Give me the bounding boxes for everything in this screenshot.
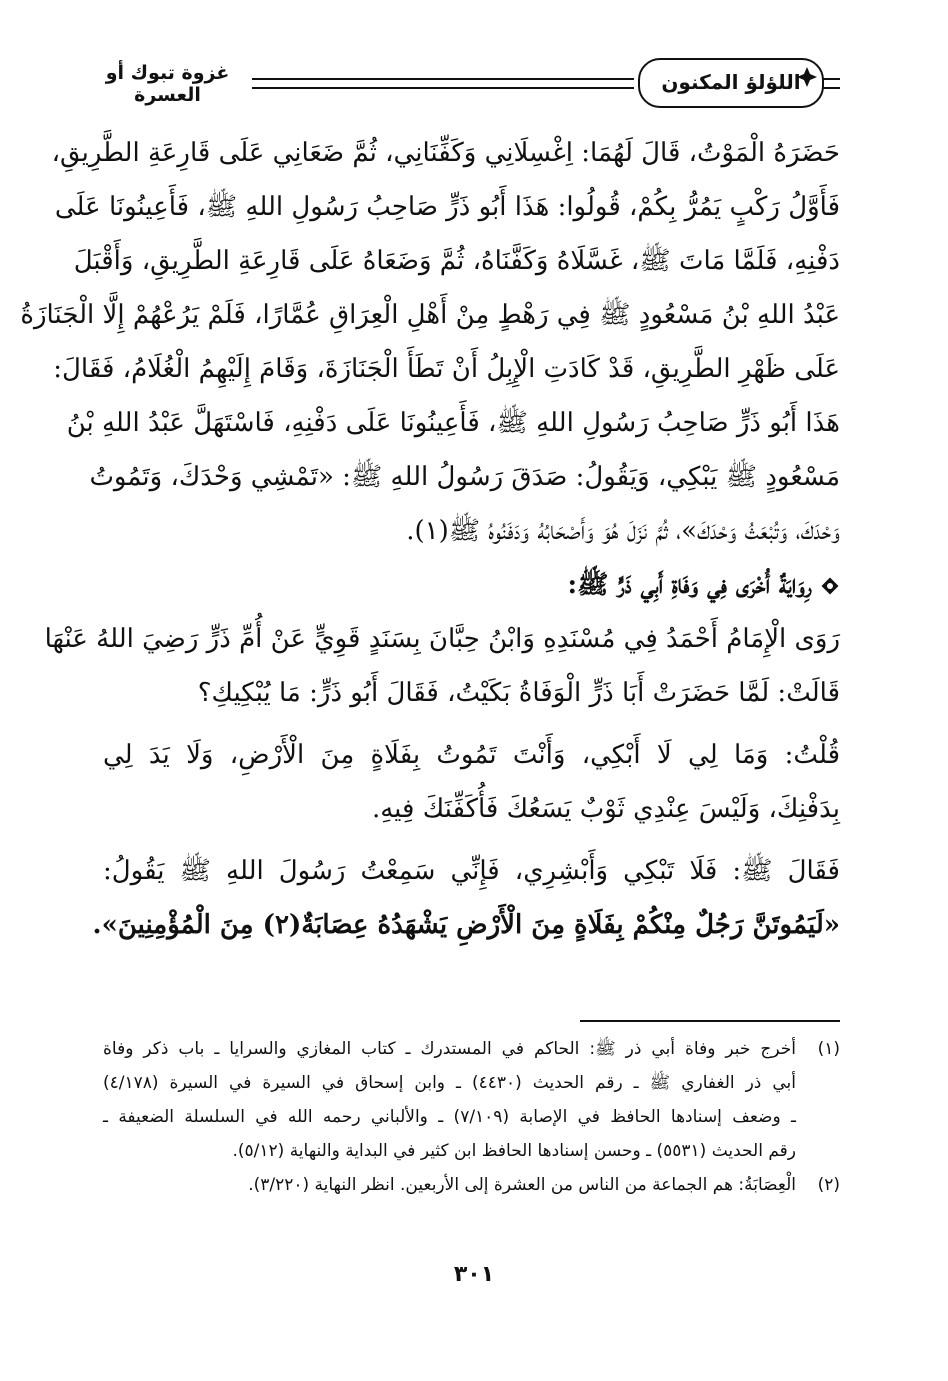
text-line: بِدَفْنِكَ، وَلَيْسَ عِنْدِي ثَوْبٌ يَسَعُكَ فَأُكَفِّنَكَ فِيهِ. xyxy=(371,794,840,824)
footnote-number: (٢) xyxy=(817,1175,840,1195)
text-line: دَفْنِهِ، فَلَمَّا مَاتَ ﷺ، غَسَّلَاهُ وَكَفَّنَاهُ، ثُمَّ وَضَعَاهُ عَلَى قَارِعَةِ الطَّرِيقِ، وَأَقْبَلَ xyxy=(73,246,840,276)
footnotes xyxy=(103,1032,840,1202)
text-line: هَذَا أَبُو ذَرٍّ صَاحِبُ رَسُولِ اللهِ ﷺ، فَأَعِينُونَا عَلَى دَفْنِهِ، فَاسْتَهَلَّ عَبْدُ اللهِ بْنُ xyxy=(66,408,840,438)
footnote-1-line: أبي ذر الغفاري ﷺ ـ رقم الحديث (٤٤٣٠) ـ وابن إسحاق في السيرة في السيرة (٤/١٧٨) xyxy=(103,1073,797,1093)
page-number: ٣٠١ xyxy=(453,1262,495,1287)
text-line: فَقَالَ ﷺ: فَلَا تَبْكِي وَأَبْشِرِي، فَإِنِّي سَمِعْتُ رَسُولَ اللهِ ﷺ يَقُولُ: xyxy=(103,856,840,886)
footnote-text: الْعِصَابَةُ: هم الجماعة من الناس من العشرة إلى الأربعين. انظر النهاية (٣/٢٢٠). xyxy=(248,1175,796,1195)
text-line: قَالَتْ: لَمَّا حَضَرَتْ أَبَا ذَرٍّ الْوَفَاةُ بَكَيْتُ، فَقَالَ أَبُو ذَرٍّ: مَا يُبْكِيكِ؟ xyxy=(197,678,840,708)
text-line: وَحْدَكَ، وَتُبْعَثُ وَحْدَكَ»، ثُمَّ نَزَلَ هُوَ وَأَصْحَابُهُ وَدَفَنُوهُ ﷺ(١). xyxy=(406,516,840,546)
book-title: اللؤلؤ المكنون xyxy=(638,58,824,108)
footnote-text: أخرج خبر وفاة أبي ذر ﷺ: الحاكم في المستدرك ـ كتاب المغازي والسرايا ـ باب ذكر وفاة xyxy=(103,1039,796,1059)
text-line: عَلَى ظَهْرِ الطَّرِيقِ، قَدْ كَادَتِ الْإِبِلُ أَنْ تَطَأَ الْجَنَازَةَ، وَقَامَ إِلَيْهِمُ الْغُلَامُ، فَقَالَ: xyxy=(53,354,840,384)
chapter-title: غزوة تبوك أو العسرة xyxy=(105,62,230,106)
text-line: رَوَى الْإِمَامُ أَحْمَدُ فِي مُسْنَدِهِ وَابْنُ حِبَّانَ بِسَنَدٍ قَوِيٍّ عَنْ أُمِّ ذَرٍّ رَضِيَ اللهُ عَنْهَا xyxy=(44,624,840,654)
section-heading xyxy=(103,558,840,612)
flower-bullet-icon xyxy=(820,576,840,596)
ornament-icon xyxy=(796,66,818,88)
hadith-quote: «لَيَمُوتَنَّ رَجُلٌ مِنْكُمْ بِفَلَاةٍ مِنَ الْأَرْضِ يَشْهَدُهُ عِصَابَةٌ(٢) مِنَ الْمُؤْمِنِينَ». xyxy=(92,910,840,940)
footnote-1-line xyxy=(103,1032,840,1066)
header-rule xyxy=(252,78,634,89)
running-header xyxy=(80,58,840,118)
footnote-rule xyxy=(580,1020,840,1022)
text-line: مَسْعُودٍ ﷺ يَبْكِي، وَيَقُولُ: صَدَقَ رَسُولُ اللهِ ﷺ: «تَمْشِي وَحْدَكَ، وَتَمُوتُ xyxy=(89,462,840,492)
footnote-1-line: رقم الحديث (٥٥٣١) ـ وحسن إسنادها الحافظ ابن كثير في البداية والنهاية (٥/١٢). xyxy=(232,1141,796,1161)
main-text xyxy=(20,126,840,952)
header-rule xyxy=(822,78,840,89)
text-line: فَأَوَّلُ رَكْبٍ يَمُرُّ بِكُمْ، قُولُوا: هَذَا أَبُو ذَرٍّ صَاحِبُ رَسُولِ اللهِ ﷺ، فَأَعِينُونَا عَلَى xyxy=(54,192,840,222)
text-line: عَبْدُ اللهِ بْنُ مَسْعُودٍ ﷺ فِي رَهْطٍ مِنْ أَهْلِ الْعِرَاقِ عُمَّارًا، فَلَمْ يَرُعْهُمْ إِلَّا الْجَنَازَةُ xyxy=(20,300,840,330)
footnote-number: (١) xyxy=(817,1039,840,1059)
text-line: قُلْتُ: وَمَا لِي لَا أَبْكِي، وَأَنْتَ تَمُوتُ بِفَلَاةٍ مِنَ الْأَرْضِ، وَلَا يَدَ لِي xyxy=(103,740,840,770)
footnote-2-line xyxy=(103,1168,840,1202)
section-heading-text: رِوَايَةٌ أُخْرَى فِي وَفَاةِ أَبِي ذَرٍّ ﷺ: xyxy=(567,570,812,600)
text-line: حَضَرَهُ الْمَوْتُ، قَالَ لَهُمَا: اِغْسِلَانِي وَكَفِّنَانِي، ثُمَّ ضَعَانِي عَلَى قَارِعَةِ الطَّرِيقِ، xyxy=(51,138,840,168)
footnote-1-line: ـ وضعف إسنادها الحافظ في الإصابة (٧/١٠٩) ـ والألباني رحمه الله في السلسلة الضعيفة ـ xyxy=(103,1107,796,1127)
